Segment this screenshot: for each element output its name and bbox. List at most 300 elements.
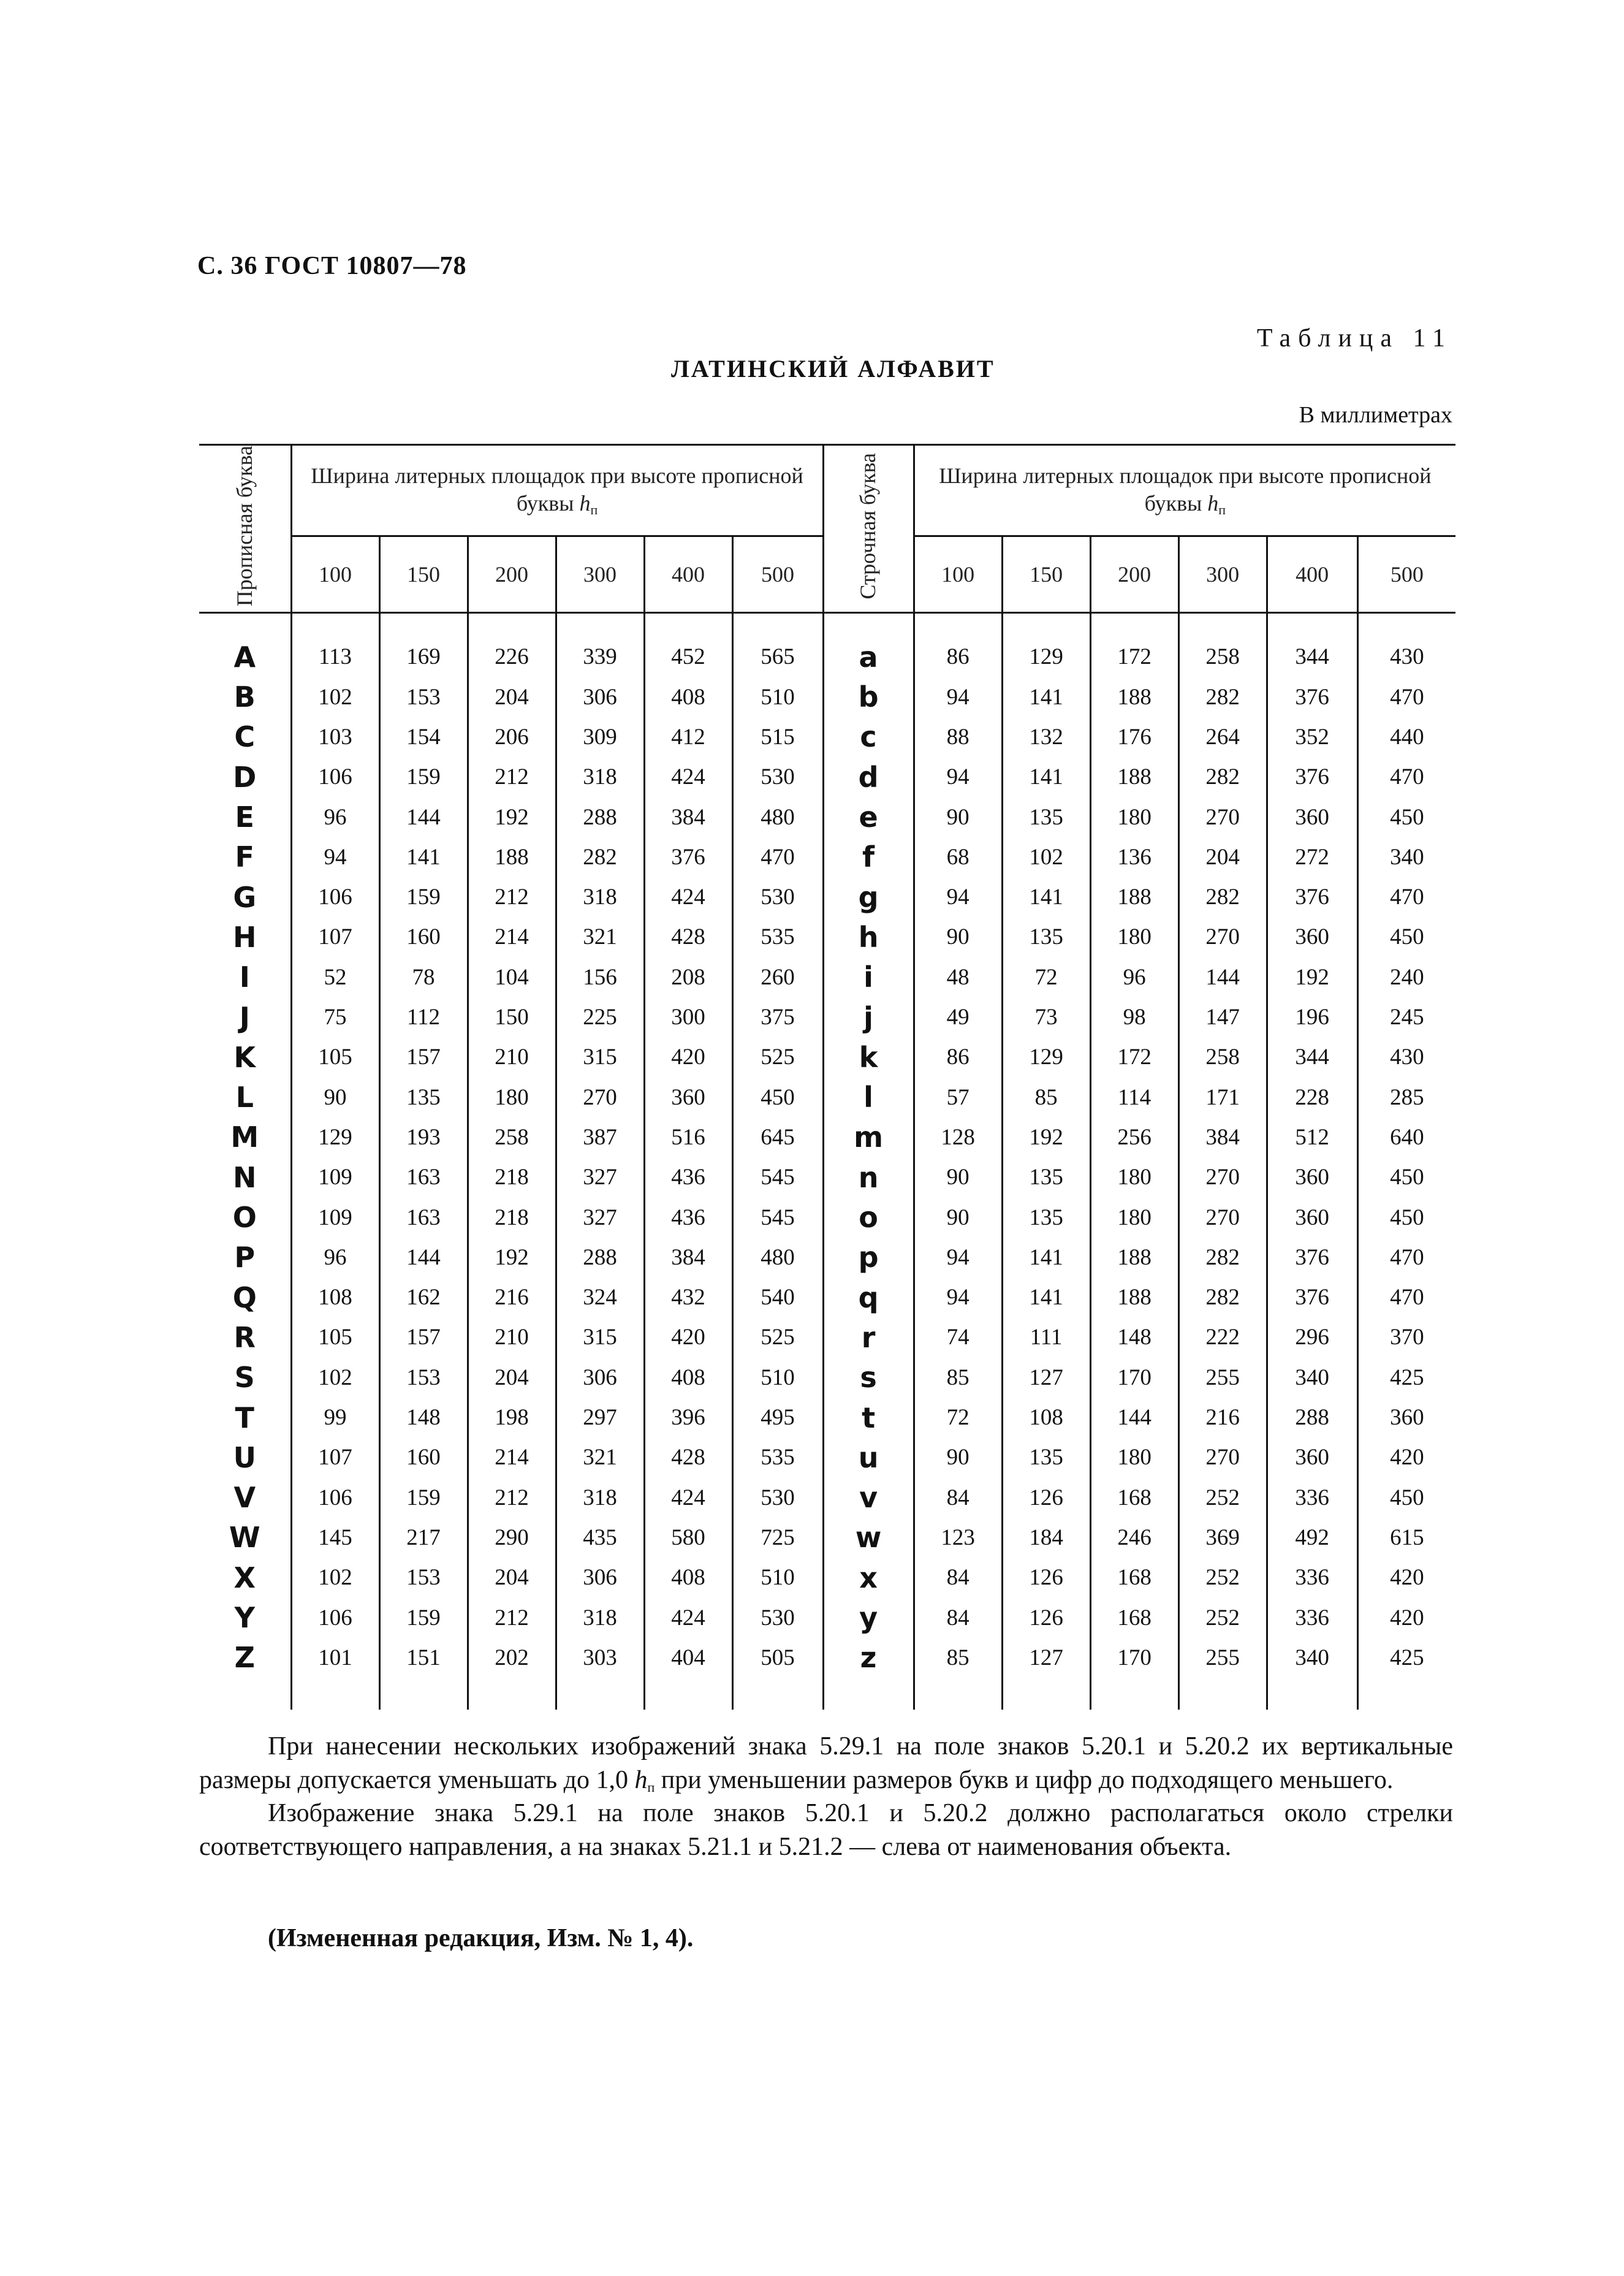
lowercase-letter: n	[823, 1157, 914, 1197]
lowercase-width-cell: 126	[1002, 1597, 1090, 1637]
uppercase-width-cell: 214	[468, 1437, 556, 1477]
lowercase-width-cell: 340	[1267, 1358, 1357, 1398]
uppercase-width-cell: 510	[732, 1358, 823, 1398]
uppercase-width-cell: 530	[732, 877, 823, 917]
lowercase-width-cell: 94	[914, 677, 1002, 717]
uppercase-width-cell: 387	[556, 1117, 644, 1157]
lowercase-letter: r	[823, 1317, 914, 1357]
uppercase-letter: A	[233, 640, 256, 674]
uppercase-width-cell: 321	[556, 1437, 644, 1477]
lowercase-width-cell: 84	[914, 1558, 1002, 1597]
lowercase-width-cell: 352	[1267, 717, 1357, 757]
lowercase-width-cell: 132	[1002, 717, 1090, 757]
lowercase-width-cell: 344	[1267, 1037, 1357, 1077]
lowercase-width-cell: 270	[1178, 797, 1267, 837]
uppercase-width-cell: 318	[556, 877, 644, 917]
table-row	[199, 1157, 1455, 1197]
uppercase-width-cell: 208	[644, 957, 732, 997]
uppercase-width-cell: 216	[468, 1277, 556, 1317]
spacer-cell	[291, 1678, 379, 1710]
uppercase-width-cell: 156	[556, 957, 644, 997]
lowercase-width-cell: 85	[914, 1638, 1002, 1678]
lowercase-width-cell: 136	[1090, 837, 1178, 877]
lowercase-width-cell: 192	[1267, 957, 1357, 997]
lowercase-width-cell: 148	[1090, 1317, 1178, 1357]
uppercase-width-cell: 318	[556, 757, 644, 797]
lowercase-width-cell: 270	[1178, 917, 1267, 957]
uppercase-width-cell: 90	[291, 1078, 379, 1117]
uppercase-width-cell: 339	[556, 613, 644, 677]
uppercase-width-cell: 396	[644, 1398, 732, 1437]
lowercase-width-cell: 470	[1357, 877, 1455, 917]
lowercase-letter: d	[823, 757, 914, 797]
lowercase-width-cell: 141	[1002, 677, 1090, 717]
uppercase-width-cell: 109	[291, 1157, 379, 1197]
lowercase-width-cell: 470	[1357, 1238, 1455, 1277]
uppercase-width-cell: 105	[291, 1317, 379, 1357]
lowercase-width-cell: 360	[1267, 1197, 1357, 1237]
uppercase-width-cell: 428	[644, 1437, 732, 1477]
spacer-cell	[199, 1678, 291, 1710]
table-row	[199, 1277, 1455, 1317]
uppercase-letter: T	[235, 1401, 254, 1434]
uppercase-width-cell: 153	[379, 1558, 468, 1597]
uppercase-letter: Q	[232, 1281, 257, 1314]
lowercase-width-cell: 184	[1002, 1518, 1090, 1558]
lowercase-width-cell: 48	[914, 957, 1002, 997]
uppercase-width-cell: 306	[556, 677, 644, 717]
uppercase-width-cell: 99	[291, 1398, 379, 1437]
lowercase-width-cell: 376	[1267, 757, 1357, 797]
lowercase-letter: m	[823, 1117, 914, 1157]
uppercase-width-cell: 212	[468, 877, 556, 917]
lowercase-width-cell: 135	[1002, 1157, 1090, 1197]
lowercase-width-cell: 73	[1002, 997, 1090, 1037]
uppercase-letter: E	[235, 801, 254, 834]
lowercase-width-cell: 270	[1178, 1157, 1267, 1197]
uppercase-width-cell: 144	[379, 1238, 468, 1277]
uppercase-width-cell: 75	[291, 997, 379, 1037]
uppercase-width-cell: 108	[291, 1277, 379, 1317]
lowercase-width-cell: 176	[1090, 717, 1178, 757]
uppercase-width-cell: 495	[732, 1398, 823, 1437]
lowercase-width-cell: 376	[1267, 1277, 1357, 1317]
uppercase-letter: Z	[234, 1641, 255, 1675]
uppercase-width-cell: 145	[291, 1518, 379, 1558]
uppercase-width-cell: 376	[644, 837, 732, 877]
lowercase-letter: q	[823, 1277, 914, 1317]
lowercase-width-cell: 245	[1357, 997, 1455, 1037]
lowercase-width-cell: 170	[1090, 1638, 1178, 1678]
uppercase-width-cell: 321	[556, 917, 644, 957]
uppercase-letter: G	[233, 880, 257, 914]
uppercase-letter: R	[233, 1320, 256, 1354]
lowercase-width-cell: 285	[1357, 1078, 1455, 1117]
lowercase-width-cell: 470	[1357, 1277, 1455, 1317]
lowercase-width-cell: 360	[1267, 1437, 1357, 1477]
lowercase-width-cell: 282	[1178, 1277, 1267, 1317]
lowercase-width-cell: 282	[1178, 877, 1267, 917]
uppercase-width-cell: 212	[468, 1477, 556, 1517]
lowercase-letter: t	[823, 1398, 914, 1437]
uppercase-width-cell: 159	[379, 1597, 468, 1637]
uppercase-width-cell: 107	[291, 917, 379, 957]
lowercase-letter: b	[823, 677, 914, 717]
lowercase-width-cell: 188	[1090, 1238, 1178, 1277]
spacer-cell	[556, 1678, 644, 1710]
uppercase-width-cell: 52	[291, 957, 379, 997]
table-row	[199, 917, 1455, 957]
table-row	[199, 797, 1455, 837]
lowercase-width-cell: 98	[1090, 997, 1178, 1037]
height-header-cell: 200	[1090, 536, 1178, 613]
lowercase-letter: i	[823, 957, 914, 997]
lowercase-width-cell: 282	[1178, 757, 1267, 797]
uppercase-width-cell: 188	[468, 837, 556, 877]
uppercase-letter: V	[233, 1481, 256, 1515]
lowercase-width-cell: 340	[1357, 837, 1455, 877]
uppercase-width-cell: 157	[379, 1037, 468, 1077]
uppercase-width-cell: 480	[732, 797, 823, 837]
uppercase-width-cell: 192	[468, 1238, 556, 1277]
table-row	[199, 1078, 1455, 1117]
lowercase-width-cell: 168	[1090, 1558, 1178, 1597]
uppercase-letter: P	[234, 1241, 256, 1274]
page-header: С. 36 ГОСТ 10807—78	[197, 252, 467, 280]
lowercase-letter: z	[823, 1638, 914, 1678]
uppercase-width-cell: 96	[291, 1238, 379, 1277]
lowercase-width-cell: 370	[1357, 1317, 1455, 1357]
lowercase-width-cell: 240	[1357, 957, 1455, 997]
lowercase-width-cell: 440	[1357, 717, 1455, 757]
lowercase-letter: p	[823, 1238, 914, 1277]
table-row	[199, 677, 1455, 717]
uppercase-width-cell: 204	[468, 1558, 556, 1597]
lowercase-width-cell: 90	[914, 1437, 1002, 1477]
units-label: В миллиметрах	[1299, 402, 1452, 428]
lowercase-width-cell: 272	[1267, 837, 1357, 877]
lowercase-width-cell: 102	[1002, 837, 1090, 877]
lowercase-width-cell: 336	[1267, 1597, 1357, 1637]
lowercase-width-cell: 108	[1002, 1398, 1090, 1437]
table-row	[199, 757, 1455, 797]
uppercase-width-cell: 306	[556, 1358, 644, 1398]
lowercase-width-cell: 450	[1357, 797, 1455, 837]
uppercase-letter: B	[233, 680, 256, 714]
uppercase-width-cell: 105	[291, 1037, 379, 1077]
lowercase-width-cell: 85	[914, 1358, 1002, 1398]
lowercase-width-cell: 86	[914, 613, 1002, 677]
lowercase-letter: o	[823, 1197, 914, 1237]
uppercase-width-cell: 424	[644, 1477, 732, 1517]
lowercase-width-cell: 144	[1178, 957, 1267, 997]
uppercase-width-cell: 107	[291, 1437, 379, 1477]
uppercase-letter: D	[233, 760, 257, 794]
uppercase-width-cell: 510	[732, 1558, 823, 1597]
height-header-cell: 500	[732, 536, 823, 613]
lowercase-width-cell: 256	[1090, 1117, 1178, 1157]
uppercase-width-cell: 408	[644, 1558, 732, 1597]
spacer-cell	[468, 1678, 556, 1710]
table-row	[199, 1437, 1455, 1477]
uppercase-width-cell: 204	[468, 677, 556, 717]
spacer-cell	[1357, 1678, 1455, 1710]
lowercase-width-cell: 141	[1002, 877, 1090, 917]
uppercase-width-cell: 113	[291, 613, 379, 677]
uppercase-width-cell: 300	[644, 997, 732, 1037]
lowercase-width-cell: 84	[914, 1597, 1002, 1637]
uppercase-width-cell: 212	[468, 1597, 556, 1637]
uppercase-width-cell: 645	[732, 1117, 823, 1157]
spacer-cell	[1267, 1678, 1357, 1710]
lowercase-width-cell: 135	[1002, 1437, 1090, 1477]
lowercase-width-cell: 282	[1178, 1238, 1267, 1277]
lowercase-width-cell: 615	[1357, 1518, 1455, 1558]
lowercase-width-cell: 171	[1178, 1078, 1267, 1117]
lowercase-width-cell: 147	[1178, 997, 1267, 1037]
uppercase-width-cell: 212	[468, 757, 556, 797]
lowercase-width-cell: 360	[1267, 1157, 1357, 1197]
latin-alphabet-table	[199, 444, 1455, 1710]
lowercase-width-cell: 264	[1178, 717, 1267, 757]
lowercase-width-cell: 94	[914, 757, 1002, 797]
lowercase-letter: u	[823, 1437, 914, 1477]
lowercase-width-cell: 129	[1002, 613, 1090, 677]
uppercase-width-cell: 424	[644, 1597, 732, 1637]
table-row	[199, 717, 1455, 757]
lowercase-width-cell: 94	[914, 1238, 1002, 1277]
uppercase-width-cell: 169	[379, 613, 468, 677]
uppercase-column-header: Прописная буква	[199, 445, 291, 613]
uppercase-width-cell: 424	[644, 877, 732, 917]
uppercase-width-cell: 192	[468, 797, 556, 837]
uppercase-width-cell: 112	[379, 997, 468, 1037]
lowercase-width-cell: 246	[1090, 1518, 1178, 1558]
lowercase-letter: y	[823, 1597, 914, 1637]
uppercase-width-cell: 309	[556, 717, 644, 757]
lowercase-width-cell: 430	[1357, 613, 1455, 677]
height-header-cell: 100	[291, 536, 379, 613]
lowercase-width-cell: 344	[1267, 613, 1357, 677]
uppercase-width-cell: 204	[468, 1358, 556, 1398]
uppercase-width-cell: 408	[644, 677, 732, 717]
lowercase-width-cell: 450	[1357, 1197, 1455, 1237]
uppercase-width-cell: 102	[291, 1358, 379, 1398]
height-header-cell: 400	[1267, 536, 1357, 613]
lowercase-width-cell: 204	[1178, 837, 1267, 877]
uppercase-width-cell: 153	[379, 677, 468, 717]
uppercase-width-cell: 510	[732, 677, 823, 717]
lowercase-width-cell: 252	[1178, 1558, 1267, 1597]
table-number: Таблица 11	[1256, 324, 1452, 352]
lowercase-width-cell: 228	[1267, 1078, 1357, 1117]
lowercase-letter: g	[823, 877, 914, 917]
table-row	[199, 957, 1455, 997]
uppercase-letter: K	[233, 1040, 256, 1074]
uppercase-width-cell: 290	[468, 1518, 556, 1558]
uppercase-letter: M	[230, 1121, 259, 1154]
lowercase-width-cell: 255	[1178, 1358, 1267, 1398]
lowercase-width-cell: 376	[1267, 877, 1357, 917]
uppercase-width-cell: 202	[468, 1638, 556, 1678]
table-row	[199, 1558, 1455, 1597]
uppercase-width-cell: 525	[732, 1037, 823, 1077]
table-row	[199, 1518, 1455, 1558]
spacer-cell	[1178, 1678, 1267, 1710]
uppercase-width-cell: 530	[732, 757, 823, 797]
lowercase-width-cell: 84	[914, 1477, 1002, 1517]
uppercase-width-cell: 154	[379, 717, 468, 757]
height-header-cell: 150	[379, 536, 468, 613]
table-row	[199, 1117, 1455, 1157]
uppercase-width-cell: 436	[644, 1197, 732, 1237]
lowercase-column-header: Строчная буква	[823, 445, 914, 613]
uppercase-width-cell: 160	[379, 1437, 468, 1477]
uppercase-letter: J	[239, 1000, 250, 1034]
uppercase-width-cell: 384	[644, 1238, 732, 1277]
lowercase-width-cell: 141	[1002, 1277, 1090, 1317]
uppercase-width-cell: 106	[291, 1597, 379, 1637]
uppercase-width-cell: 106	[291, 1477, 379, 1517]
lowercase-letter: v	[823, 1477, 914, 1517]
uppercase-width-cell: 505	[732, 1638, 823, 1678]
uppercase-width-cell: 480	[732, 1238, 823, 1277]
lowercase-width-cell: 94	[914, 1277, 1002, 1317]
uppercase-width-cell: 318	[556, 1477, 644, 1517]
uppercase-letter: I	[239, 961, 250, 994]
table-row	[199, 837, 1455, 877]
height-header-cell: 150	[1002, 536, 1090, 613]
uppercase-width-cell: 303	[556, 1638, 644, 1678]
lowercase-width-cell: 126	[1002, 1477, 1090, 1517]
lowercase-width-cell: 376	[1267, 1238, 1357, 1277]
uppercase-width-cell: 218	[468, 1157, 556, 1197]
uppercase-letter: L	[235, 1081, 254, 1114]
lowercase-width-cell: 336	[1267, 1558, 1357, 1597]
spacer-cell	[1090, 1678, 1178, 1710]
uppercase-width-cell: 180	[468, 1078, 556, 1117]
lowercase-width-cell: 90	[914, 1157, 1002, 1197]
lowercase-letter: h	[823, 917, 914, 957]
uppercase-width-cell: 288	[556, 797, 644, 837]
table-row	[199, 1597, 1455, 1637]
uppercase-width-cell: 109	[291, 1197, 379, 1237]
spacer-cell	[644, 1678, 732, 1710]
uppercase-width-cell: 270	[556, 1078, 644, 1117]
lowercase-width-cell: 135	[1002, 917, 1090, 957]
uppercase-width-cell: 435	[556, 1518, 644, 1558]
lowercase-width-cell: 360	[1267, 797, 1357, 837]
uppercase-width-cell: 157	[379, 1317, 468, 1357]
uppercase-width-cell: 206	[468, 717, 556, 757]
lowercase-width-cell: 640	[1357, 1117, 1455, 1157]
lowercase-width-cell: 49	[914, 997, 1002, 1037]
uppercase-width-cell: 432	[644, 1277, 732, 1317]
lowercase-width-cell: 141	[1002, 1238, 1090, 1277]
table-row	[199, 877, 1455, 917]
uppercase-letter: W	[229, 1521, 260, 1555]
height-header-cell: 300	[1178, 536, 1267, 613]
uppercase-width-cell: 318	[556, 1597, 644, 1637]
lowercase-width-group-header: Ширина литерных площадок при высоте прописной буквы $h_п$	[914, 445, 1455, 536]
lowercase-width-cell: 123	[914, 1518, 1002, 1558]
lowercase-width-cell: 144	[1090, 1398, 1178, 1437]
lowercase-width-cell: 135	[1002, 1197, 1090, 1237]
lowercase-width-cell: 222	[1178, 1317, 1267, 1357]
lowercase-width-cell: 94	[914, 877, 1002, 917]
uppercase-width-cell: 135	[379, 1078, 468, 1117]
uppercase-width-cell: 384	[644, 797, 732, 837]
lowercase-width-cell: 288	[1267, 1398, 1357, 1437]
uppercase-letter: H	[233, 920, 257, 954]
uppercase-width-cell: 315	[556, 1037, 644, 1077]
lowercase-letter: a	[823, 613, 914, 677]
lowercase-letter: f	[823, 837, 914, 877]
lowercase-width-cell: 470	[1357, 677, 1455, 717]
lowercase-width-cell: 360	[1267, 917, 1357, 957]
uppercase-width-cell: 436	[644, 1157, 732, 1197]
lowercase-letter: l	[823, 1078, 914, 1117]
uppercase-letter: S	[234, 1361, 255, 1395]
lowercase-width-cell: 270	[1178, 1197, 1267, 1237]
height-header-cell: 400	[644, 536, 732, 613]
lowercase-width-cell: 450	[1357, 917, 1455, 957]
uppercase-width-cell: 530	[732, 1477, 823, 1517]
uppercase-width-cell: 153	[379, 1358, 468, 1398]
note-paragraph-2: Изображение знака 5.29.1 на поле знаков 5.20.1 и 5.20.2 должно располагаться около стрелки соответствующего направления, а на знаках 5.21.1 и 5.21.2 — слева от наименования объекта.	[199, 1799, 1453, 1861]
lowercase-width-cell: 114	[1090, 1078, 1178, 1117]
uppercase-letter: N	[233, 1160, 257, 1194]
uppercase-width-cell: 515	[732, 717, 823, 757]
lowercase-width-cell: 126	[1002, 1558, 1090, 1597]
lowercase-width-cell: 129	[1002, 1037, 1090, 1077]
spacer-cell	[732, 1678, 823, 1710]
uppercase-letter: U	[233, 1441, 256, 1474]
table-row	[199, 1197, 1455, 1237]
lowercase-width-cell: 450	[1357, 1157, 1455, 1197]
spacer-cell	[823, 1678, 914, 1710]
uppercase-width-cell: 162	[379, 1277, 468, 1317]
lowercase-width-cell: 141	[1002, 757, 1090, 797]
uppercase-width-cell: 297	[556, 1398, 644, 1437]
uppercase-width-cell: 420	[644, 1037, 732, 1077]
uppercase-width-cell: 535	[732, 917, 823, 957]
lowercase-letter: k	[823, 1037, 914, 1077]
table-row	[199, 1037, 1455, 1077]
uppercase-width-cell: 163	[379, 1197, 468, 1237]
uppercase-width-cell: 226	[468, 613, 556, 677]
uppercase-width-cell: 103	[291, 717, 379, 757]
uppercase-width-cell: 360	[644, 1078, 732, 1117]
lowercase-width-cell: 258	[1178, 1037, 1267, 1077]
uppercase-width-cell: 306	[556, 1558, 644, 1597]
uppercase-width-cell: 225	[556, 997, 644, 1037]
uppercase-width-cell: 420	[644, 1317, 732, 1357]
lowercase-letter: c	[823, 717, 914, 757]
lowercase-width-cell: 255	[1178, 1638, 1267, 1678]
uppercase-width-cell: 144	[379, 797, 468, 837]
lowercase-width-cell: 420	[1357, 1558, 1455, 1597]
table-row	[199, 1358, 1455, 1398]
uppercase-width-cell: 535	[732, 1437, 823, 1477]
uppercase-width-cell: 404	[644, 1638, 732, 1678]
uppercase-width-cell: 129	[291, 1117, 379, 1157]
lowercase-width-cell: 57	[914, 1078, 1002, 1117]
lowercase-width-cell: 450	[1357, 1477, 1455, 1517]
spacer-cell	[1002, 1678, 1090, 1710]
lowercase-width-cell: 420	[1357, 1437, 1455, 1477]
uppercase-width-cell: 470	[732, 837, 823, 877]
